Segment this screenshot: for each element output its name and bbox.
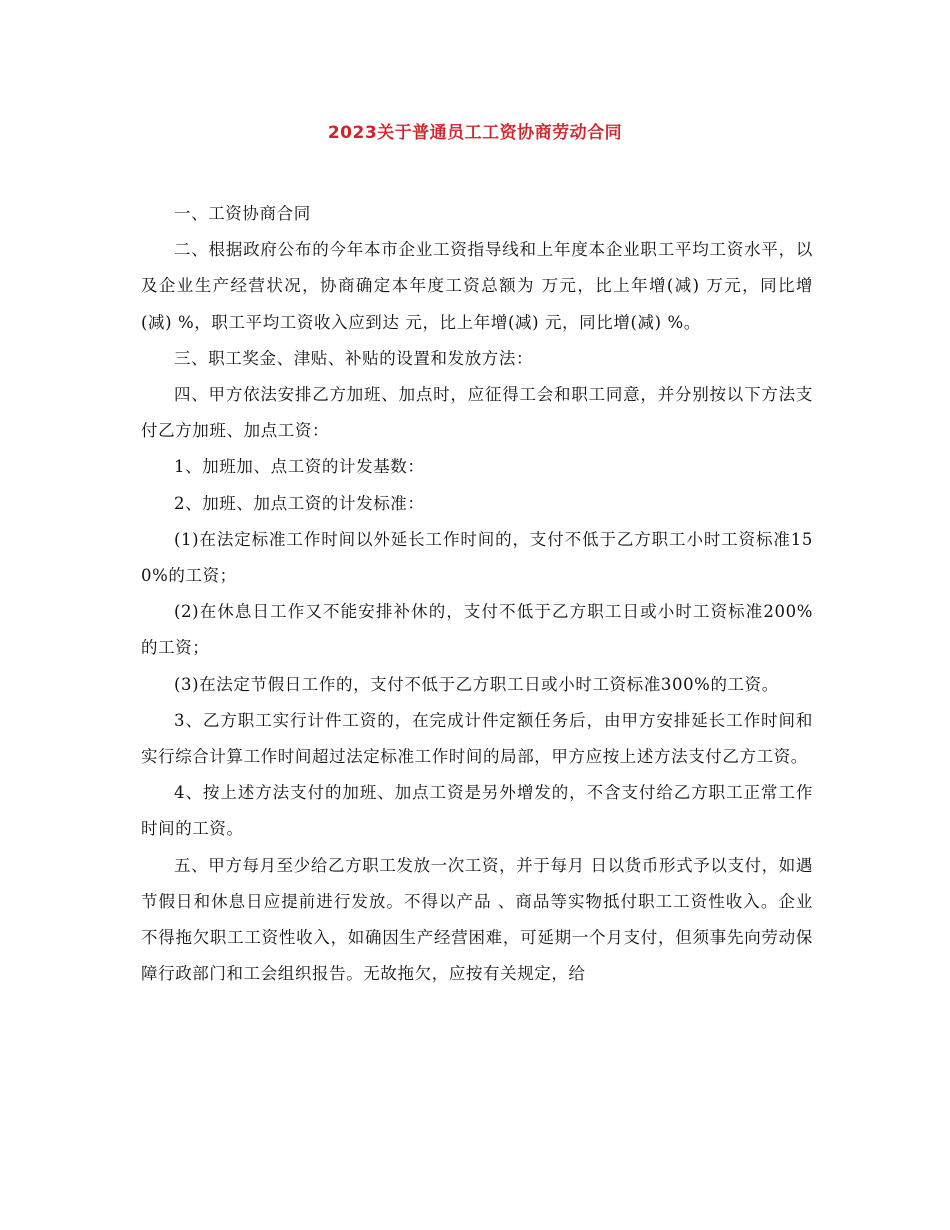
paragraph-9: (3)在法定节假日工作的，支付不低于乙方职工日或小时工资标准300%的工资。: [174, 674, 779, 694]
document-body: [141, 196, 813, 992]
paragraph-3: 三、职工奖金、津贴、补贴的设置和发放方法：: [174, 348, 534, 368]
document-title: 2023关于普通员工工资协商劳动合同: [327, 123, 623, 143]
paragraph-2: 二、根据政府公布的今年本市企业工资指导线和上年度本企业职工平均工资水平，以及企业生产经营状况，协商确定本年度工资总额为 万元，比上年增(减) 万元，同比增(减) %，职工平均工资收入应到达 元，比上年增(减) 元，同比增(减) %。: [141, 240, 813, 332]
paragraph-1: 一、工资协商合同: [174, 204, 311, 223]
paragraph-4: 四、甲方依法安排乙方加班、加点时，应征得工会和职工同意，并分别按以下方法支付乙方加班、加点工资：: [141, 385, 813, 441]
paragraph-12: 五、甲方每月至少给乙方职工发放一次工资，并于每月 日以货币形式予以支付，如遇节假日和休息日应提前进行发放。不得以产品 、商品等实物抵付职工工资性收入。企业不得拖欠职工工资性收入，如确因生产经营困难，可延期一个月支付，但须事先向劳动保障行政部门和工会组织报告。无故拖欠，应按有关规定，给: [141, 855, 813, 984]
paragraph-11: 4、按上述方法支付的加班、加点工资是另外增发的，不含支付给乙方职工正常工作时间的工资。: [141, 783, 813, 839]
paragraph-5: 1、加班加、点工资的计发基数：: [174, 457, 425, 477]
paragraph-8: (2)在休息日工作又不能安排补休的，支付不低于乙方职工日或小时工资标准200%的工资；: [141, 602, 813, 658]
paragraph-7: (1)在法定标准工作时间以外延长工作时间的，支付不低于乙方职工小时工资标准150%的工资；: [141, 529, 813, 586]
paragraph-10: 3、乙方职工实行计件工资的，在完成计件定额任务后，由甲方安排延长工作时间和实行综合计算工作时间超过法定标准工作时间的局部，甲方应按上述方法支付乙方工资。: [141, 710, 813, 767]
paragraph-6: 2、加班、加点工资的计发标准：: [174, 493, 425, 513]
